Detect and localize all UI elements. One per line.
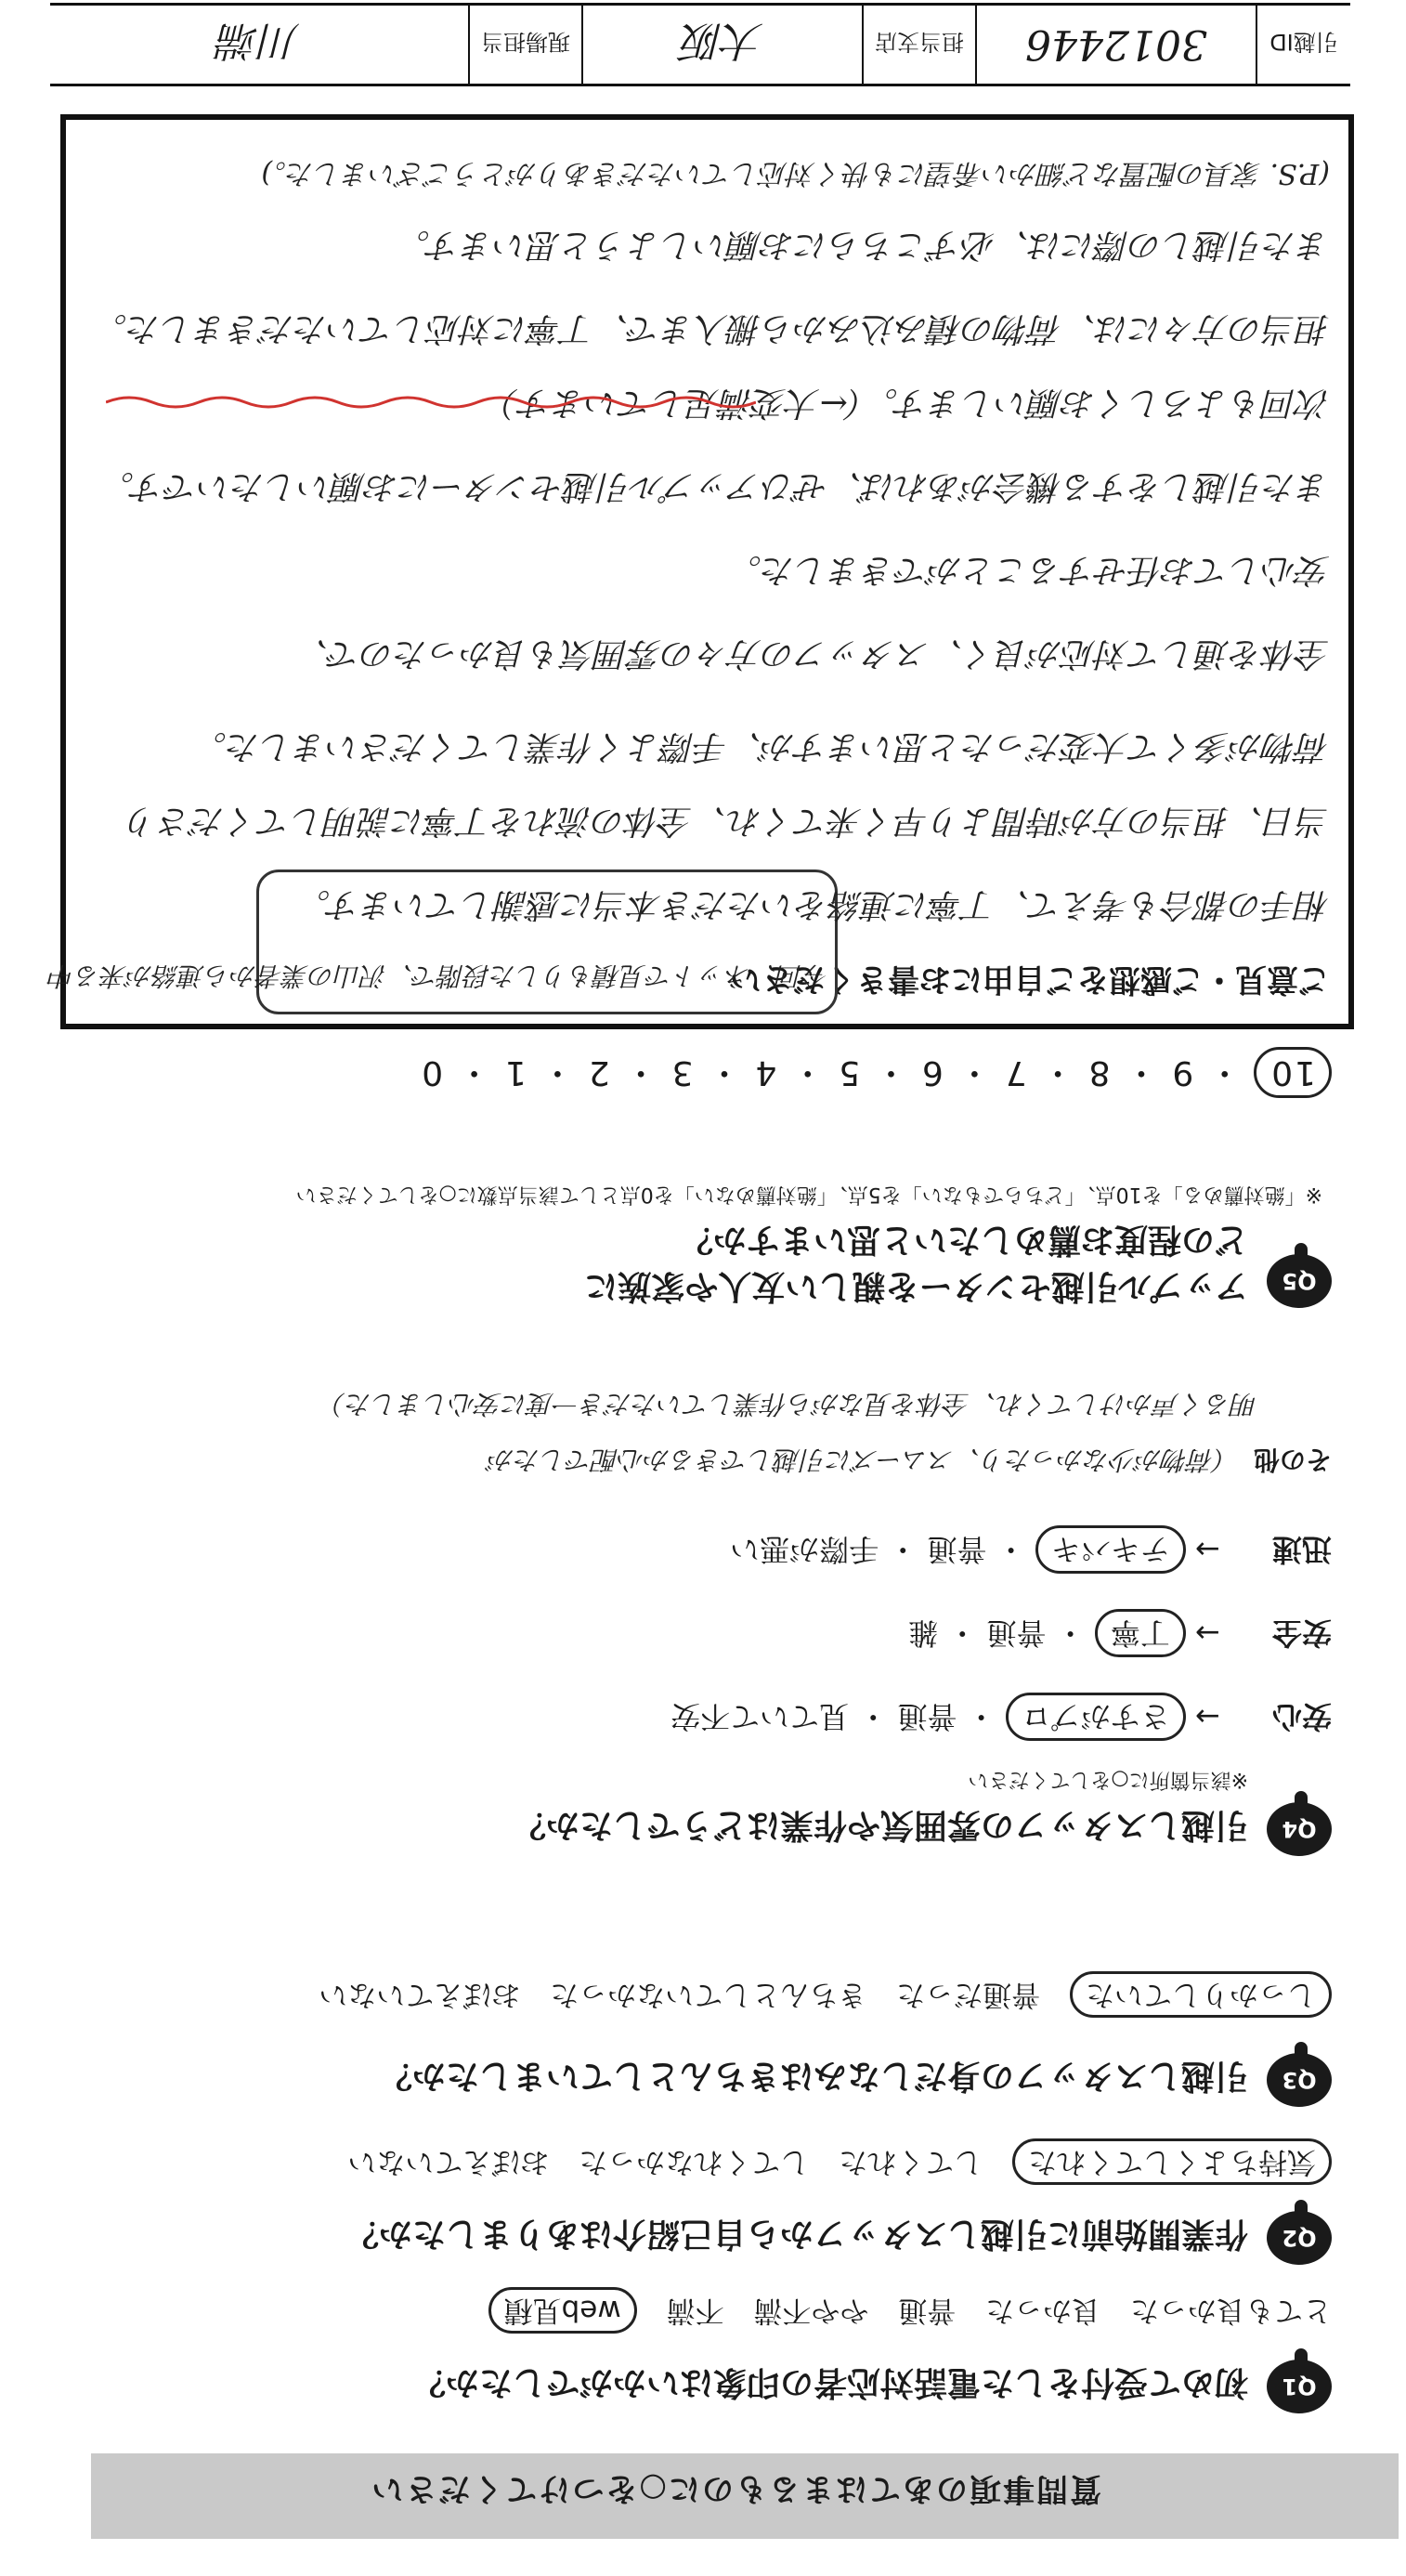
scale-0[interactable]: 0 [420, 1053, 444, 1092]
q5-text-2: どの程度お薦めしたいと思いますか？ [679, 1221, 1248, 1259]
scale-4[interactable]: 4 [753, 1053, 777, 1092]
q3-badge: Q3 [1267, 2053, 1332, 2107]
q4-row-label: 安心 [1271, 1699, 1332, 1734]
comment-line: 担当の方々には、荷物の積み込みから搬入まで、丁寧に対応していただきました。 [93, 309, 1330, 347]
q4-anshin-opt[interactable]: 普通 [897, 1699, 957, 1734]
q4-anshin-opt[interactable]: 見ていて不安 [670, 1699, 850, 1734]
q4-row-anshin: 安心 → さすがプロ ・ 普通 ・ 見ていて不安 [670, 1697, 1332, 1740]
comment-line: 荷物が多くて大変だったと思いますが、手際よく作業してくださいました。 [192, 727, 1330, 765]
scale-8[interactable]: 8 [1087, 1053, 1111, 1092]
q4-row-anzen: 安全 → 丁寧 ・ 普通 ・ 雑 [908, 1614, 1332, 1656]
scale-7[interactable]: 7 [1003, 1053, 1027, 1092]
q2-opt-3[interactable]: してくれなかった [579, 2145, 810, 2178]
instruction-banner [91, 2453, 1399, 2539]
staff-value[interactable]: 川端 [218, 17, 300, 64]
q1-opt-2[interactable]: 良かった [985, 2294, 1101, 2327]
header-table [50, 3, 1350, 86]
q4-jinsoku-selected[interactable]: テキパキ [1035, 1525, 1186, 1574]
q1-options [468, 2293, 1332, 2334]
q4-anshin-selected[interactable]: さすがプロ [1006, 1693, 1186, 1741]
q1-text: 初めて受付をした電話対応者の印象はいかがでしたか？ [411, 2363, 1248, 2401]
comment-line: また引越しをする機会があれば、ぜひアップル引越センターにお願いしたいです。 [100, 467, 1330, 505]
id-value[interactable]: 3012446 [975, 6, 1256, 84]
scale-2[interactable]: 2 [586, 1053, 610, 1092]
q3-text: 引越しスタッフの身だしなみはきちんとしていましたか？ [378, 2057, 1248, 2095]
red-underline [106, 393, 756, 412]
q1-opt-5[interactable]: 不満 [666, 2294, 724, 2327]
q2-opt-4[interactable]: おぼえていない [347, 2145, 550, 2178]
q5-badge: Q5 [1267, 1254, 1332, 1308]
q2-opt-1-selected[interactable]: 気持ちよくしてくれた [1012, 2138, 1332, 2185]
q1-opt-4[interactable]: やや不満 [753, 2294, 869, 2327]
scale-6[interactable]: 6 [920, 1053, 944, 1092]
q1-opt-6-selected[interactable]: web見積 [488, 2287, 637, 2334]
comment-line: 今回、ネットで見積もりした段階で、沢山の業者から連絡が来る中 [48, 961, 828, 991]
comments-box[interactable] [48, 114, 1354, 1029]
comment-line: 相手の都合も考えて、丁寧に連絡をいただき本当に感謝しています。 [296, 885, 1330, 923]
comment-line: また引越しの際には、必ずこちらにお願いしようと思います。 [396, 226, 1330, 264]
q3-opt-1-selected[interactable]: しっかりしていた [1070, 1971, 1332, 2018]
q4-row-jinsoku: 迅速 → テキパキ ・ 普通 ・ 手際が悪い [730, 1530, 1332, 1573]
q4-badge: Q4 [1267, 1802, 1332, 1856]
q1-opt-1[interactable]: とても良かった [1130, 2294, 1332, 2327]
other-line-1 [488, 1443, 1332, 1480]
q4-anzen-opt[interactable]: 普通 [986, 1615, 1047, 1651]
scale-5[interactable]: 5 [837, 1053, 861, 1092]
q2-text: 作業開始前に引越しスタッフから自己紹介はありましたか？ [345, 2215, 1248, 2253]
q4-anzen-selected[interactable]: 丁寧 [1095, 1609, 1186, 1657]
branch-label: 担当支店 [862, 6, 975, 84]
comment-line: 全体を通して対応が良く、スタッフの方々の雰囲気も良かったので、 [294, 634, 1330, 673]
q2-badge: Q2 [1267, 2211, 1332, 2265]
other-handwriting-1: （荷物が少なかったり、スムーズに引越しできるか心配でしたが [488, 1445, 1241, 1475]
comment-line: 次回もよろしくお願いします。（←大変満足しています） [485, 384, 1330, 422]
q4-row-label: 迅速 [1271, 1532, 1332, 1567]
id-label: 引越ID [1256, 6, 1350, 84]
q1-opt-3[interactable]: 普通 [898, 2294, 957, 2327]
comment-line: (P.S. 家具の配置など細かい希望にも快く対応していただきありがとうございました。) [261, 157, 1330, 190]
q2-opt-2[interactable]: してくれた [839, 2145, 983, 2178]
q3-opt-3[interactable]: きちんとしていなかった [550, 1978, 867, 2011]
q4-text: 引越しスタッフの雰囲気や作業はどうでしたか？ [512, 1806, 1248, 1844]
banner-text: 質問事項のあてはまるものに○をつけてください [370, 2470, 1101, 2507]
q3-opt-2[interactable]: 普通だった [896, 1978, 1041, 2011]
scale-9[interactable]: 9 [1170, 1053, 1194, 1092]
other-handwriting-2: 明るく声かけしてくれ、全体を見ながら作業していただき一度に安心しました） [319, 1389, 1257, 1419]
scale-10-selected[interactable]: 10 [1254, 1047, 1332, 1098]
scale-1[interactable]: 1 [503, 1053, 527, 1092]
comment-line: 安心してお任せすることができました。 [727, 551, 1330, 589]
q1-badge: Q1 [1267, 2360, 1332, 2413]
q4-note: ※該当箇所に○をしてください [968, 1768, 1248, 1791]
q5-text-1: アップル引越センターを親しい友人や家族に [584, 1267, 1248, 1305]
q4-jinsoku-opt[interactable]: 普通 [927, 1532, 987, 1567]
q5-note: ※「絶対薦める」を10点、「どちらでもない」を5点、「絶対薦めない」を0点として該当点数に○をしてください [295, 1183, 1322, 1206]
q4-row-label: 安全 [1271, 1615, 1332, 1651]
other-label: その他 [1253, 1445, 1332, 1475]
q2-options [327, 2144, 1332, 2186]
staff-label: 現場担当 [468, 6, 581, 84]
scale-3[interactable]: 3 [670, 1053, 694, 1092]
comment-line: 当日、担当の方が時間より早く来てくれ、全体の流れを丁寧に説明してくださり [124, 802, 1330, 840]
q4-anzen-opt[interactable]: 雑 [908, 1615, 939, 1651]
branch-value[interactable]: 大阪 [581, 6, 862, 84]
q4-jinsoku-opt[interactable]: 手際が悪い [730, 1532, 879, 1567]
comments-title: ご意見・ご感想をご自由にお書きください [730, 961, 1330, 998]
q5-scale: 10 ・ 9 ・ 8 ・ 7 ・ 6 ・ 5 ・ 4 ・ 3 ・ 2 ・ 1 ・ 0 [420, 1052, 1332, 1099]
q3-opt-4[interactable]: おぼえていない [319, 1978, 521, 2011]
q3-options [298, 1977, 1332, 2019]
